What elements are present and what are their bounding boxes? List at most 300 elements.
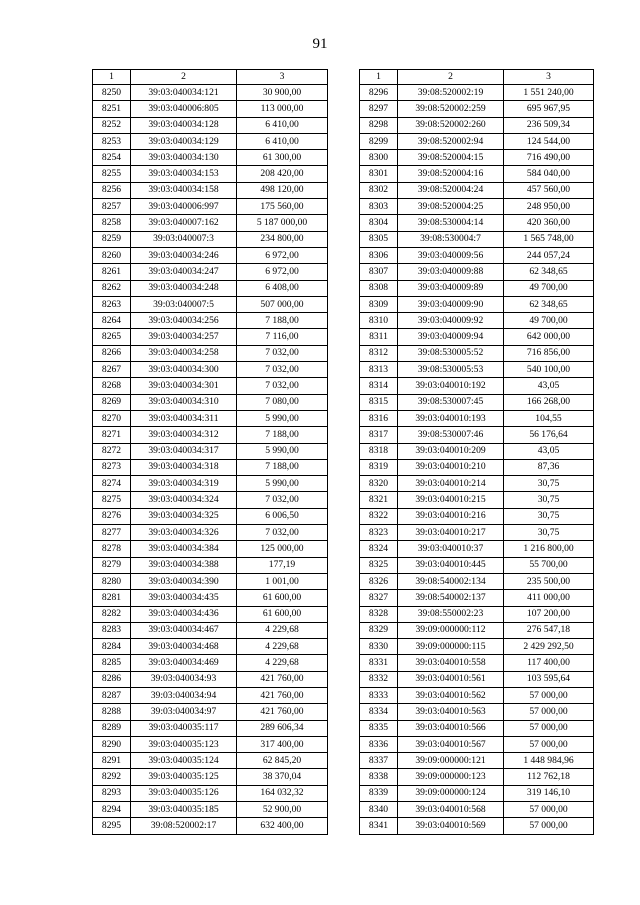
cadastral-number-cell: 39:03:040034:94 [131, 687, 237, 703]
cadastral-number-cell: 39:03:040034:318 [131, 459, 237, 475]
row-number-cell: 8338 [360, 769, 398, 785]
cadastral-number-cell: 39:03:040035:117 [131, 720, 237, 736]
table-row [93, 215, 328, 231]
table-row [93, 753, 328, 769]
table-row [360, 264, 594, 280]
cadastral-number-cell: 39:03:040034:247 [131, 264, 237, 280]
table-row [360, 117, 594, 133]
cadastral-number-cell: 39:03:040035:123 [131, 736, 237, 752]
value-cell: 632 400,00 [237, 818, 328, 834]
table-row [360, 639, 594, 655]
value-cell: 57 000,00 [504, 802, 594, 818]
table-row [93, 378, 328, 394]
table-row [93, 769, 328, 785]
value-cell: 7 032,00 [237, 378, 328, 394]
value-cell: 177,19 [237, 557, 328, 573]
row-number-cell: 8310 [360, 313, 398, 329]
value-cell: 317 400,00 [237, 736, 328, 752]
value-cell: 5 187 000,00 [237, 215, 328, 231]
table-row [360, 247, 594, 263]
table-row [360, 410, 594, 426]
cadastral-number-cell: 39:03:040034:436 [131, 606, 237, 622]
column-header-number: 1 [360, 70, 398, 85]
row-number-cell: 8250 [93, 85, 131, 101]
table-row [93, 85, 328, 101]
cadastral-number-cell: 39:03:040034:467 [131, 622, 237, 638]
row-number-cell: 8334 [360, 704, 398, 720]
cadastral-number-cell: 39:09:000000:123 [398, 769, 504, 785]
row-number-cell: 8324 [360, 541, 398, 557]
table-row [93, 655, 328, 671]
table-row [360, 557, 594, 573]
cadastral-number-cell: 39:03:040010:561 [398, 671, 504, 687]
row-number-cell: 8305 [360, 231, 398, 247]
cadastral-number-cell: 39:03:040010:562 [398, 687, 504, 703]
row-number-cell: 8321 [360, 492, 398, 508]
row-number-cell: 8335 [360, 720, 398, 736]
row-number-cell: 8315 [360, 394, 398, 410]
table-row [360, 101, 594, 117]
value-cell: 421 760,00 [237, 704, 328, 720]
cadastral-number-cell: 39:03:040034:300 [131, 362, 237, 378]
value-cell: 235 500,00 [504, 573, 594, 589]
cadastral-number-cell: 39:03:040034:130 [131, 150, 237, 166]
value-cell: 62 348,65 [504, 264, 594, 280]
cadastral-number-cell: 39:03:040034:311 [131, 410, 237, 426]
cadastral-number-cell: 39:08:540002:134 [398, 573, 504, 589]
value-cell: 234 800,00 [237, 231, 328, 247]
row-number-cell: 8267 [93, 362, 131, 378]
table-row [93, 687, 328, 703]
value-cell: 236 509,34 [504, 117, 594, 133]
value-cell: 6 410,00 [237, 133, 328, 149]
row-number-cell: 8330 [360, 639, 398, 655]
table-row [360, 655, 594, 671]
table-row [93, 182, 328, 198]
row-number-cell: 8262 [93, 280, 131, 296]
cadastral-number-cell: 39:08:530004:14 [398, 215, 504, 231]
cadastral-number-cell: 39:03:040010:192 [398, 378, 504, 394]
row-number-cell: 8277 [93, 525, 131, 541]
row-number-cell: 8331 [360, 655, 398, 671]
value-cell: 38 370,04 [237, 769, 328, 785]
table-row [360, 199, 594, 215]
cadastral-number-cell: 39:08:530005:52 [398, 345, 504, 361]
row-number-cell: 8309 [360, 296, 398, 312]
table-row [360, 802, 594, 818]
value-cell: 1 448 984,96 [504, 753, 594, 769]
column-header-value: 3 [504, 70, 594, 85]
value-cell: 7 188,00 [237, 313, 328, 329]
cadastral-number-cell: 39:08:530005:53 [398, 362, 504, 378]
row-number-cell: 8280 [93, 573, 131, 589]
cadastral-number-cell: 39:03:040010:209 [398, 443, 504, 459]
cadastral-number-cell: 39:03:040034:435 [131, 590, 237, 606]
cadastral-number-cell: 39:03:040034:153 [131, 166, 237, 182]
row-number-cell: 8292 [93, 769, 131, 785]
row-number-cell: 8336 [360, 736, 398, 752]
value-cell: 642 000,00 [504, 329, 594, 345]
value-cell: 104,55 [504, 410, 594, 426]
table-row [360, 427, 594, 443]
table-row [360, 785, 594, 801]
table-row [360, 345, 594, 361]
table-row [93, 345, 328, 361]
value-cell: 498 120,00 [237, 182, 328, 198]
cadastral-number-cell: 39:03:040034:469 [131, 655, 237, 671]
value-cell: 30,75 [504, 525, 594, 541]
table-row [93, 573, 328, 589]
cadastral-number-cell: 39:03:040009:88 [398, 264, 504, 280]
table-row [93, 525, 328, 541]
table-row [93, 133, 328, 149]
value-cell: 7 032,00 [237, 525, 328, 541]
cadastral-number-cell: 39:03:040034:128 [131, 117, 237, 133]
cadastral-number-cell: 39:03:040034:319 [131, 476, 237, 492]
row-number-cell: 8269 [93, 394, 131, 410]
table-header-row [93, 70, 328, 85]
cadastral-number-cell: 39:03:040010:217 [398, 525, 504, 541]
cadastral-number-cell: 39:03:040035:125 [131, 769, 237, 785]
table-row [93, 606, 328, 622]
value-cell: 244 057,24 [504, 247, 594, 263]
table-row [360, 590, 594, 606]
cadastral-number-cell: 39:09:000000:112 [398, 622, 504, 638]
value-cell: 584 040,00 [504, 166, 594, 182]
cadastral-number-cell: 39:03:040034:93 [131, 671, 237, 687]
value-cell: 540 100,00 [504, 362, 594, 378]
table-row [93, 818, 328, 834]
row-number-cell: 8264 [93, 313, 131, 329]
cadastral-number-cell: 39:03:040006:997 [131, 199, 237, 215]
row-number-cell: 8304 [360, 215, 398, 231]
row-number-cell: 8256 [93, 182, 131, 198]
cadastral-number-cell: 39:03:040009:92 [398, 313, 504, 329]
row-number-cell: 8288 [93, 704, 131, 720]
cadastral-number-cell: 39:08:530007:45 [398, 394, 504, 410]
cadastral-number-cell: 39:03:040009:89 [398, 280, 504, 296]
value-cell: 5 990,00 [237, 443, 328, 459]
table-row [360, 622, 594, 638]
cadastral-number-cell: 39:08:550002:23 [398, 606, 504, 622]
value-cell: 457 560,00 [504, 182, 594, 198]
cadastral-number-cell: 39:08:520004:15 [398, 150, 504, 166]
table-row [360, 476, 594, 492]
table-row [93, 541, 328, 557]
table-row [360, 492, 594, 508]
row-number-cell: 8329 [360, 622, 398, 638]
cadastral-number-cell: 39:08:520002:259 [398, 101, 504, 117]
row-number-cell: 8327 [360, 590, 398, 606]
table-row [360, 606, 594, 622]
value-cell: 49 700,00 [504, 280, 594, 296]
cadastral-number-cell: 39:03:040034:246 [131, 247, 237, 263]
table-row [360, 573, 594, 589]
cadastral-number-cell: 39:09:000000:115 [398, 639, 504, 655]
table-row [93, 443, 328, 459]
cadastral-number-cell: 39:08:520002:260 [398, 117, 504, 133]
table-row [360, 150, 594, 166]
value-cell: 57 000,00 [504, 736, 594, 752]
table-row [93, 671, 328, 687]
row-number-cell: 8340 [360, 802, 398, 818]
value-cell: 62 348,65 [504, 296, 594, 312]
table-row [93, 101, 328, 117]
row-number-cell: 8333 [360, 687, 398, 703]
cadastral-number-cell: 39:03:040010:567 [398, 736, 504, 752]
value-cell: 1 565 748,00 [504, 231, 594, 247]
value-cell: 7 032,00 [237, 345, 328, 361]
table-row [360, 329, 594, 345]
value-cell: 55 700,00 [504, 557, 594, 573]
cadastral-number-cell: 39:03:040010:563 [398, 704, 504, 720]
value-cell: 6 972,00 [237, 247, 328, 263]
row-number-cell: 8252 [93, 117, 131, 133]
row-number-cell: 8308 [360, 280, 398, 296]
column-header-cadastral: 2 [131, 70, 237, 85]
value-cell: 62 845,20 [237, 753, 328, 769]
value-cell: 208 420,00 [237, 166, 328, 182]
value-cell: 61 600,00 [237, 590, 328, 606]
row-number-cell: 8341 [360, 818, 398, 834]
table-row [360, 459, 594, 475]
table-row [360, 394, 594, 410]
row-number-cell: 8276 [93, 508, 131, 524]
value-cell: 57 000,00 [504, 720, 594, 736]
cadastral-number-cell: 39:08:530004:7 [398, 231, 504, 247]
value-cell: 107 200,00 [504, 606, 594, 622]
row-number-cell: 8322 [360, 508, 398, 524]
row-number-cell: 8319 [360, 459, 398, 475]
row-number-cell: 8332 [360, 671, 398, 687]
table-row [360, 166, 594, 182]
value-cell: 57 000,00 [504, 687, 594, 703]
value-cell: 56 176,64 [504, 427, 594, 443]
row-number-cell: 8320 [360, 476, 398, 492]
table-row [360, 362, 594, 378]
table-row [93, 199, 328, 215]
value-cell: 124 544,00 [504, 133, 594, 149]
row-number-cell: 8326 [360, 573, 398, 589]
row-number-cell: 8290 [93, 736, 131, 752]
cadastral-number-cell: 39:03:040007:3 [131, 231, 237, 247]
row-number-cell: 8314 [360, 378, 398, 394]
value-cell: 30 900,00 [237, 85, 328, 101]
value-cell: 1 216 800,00 [504, 541, 594, 557]
value-cell: 695 967,95 [504, 101, 594, 117]
value-cell: 61 300,00 [237, 150, 328, 166]
table-row [93, 785, 328, 801]
table-row [360, 378, 594, 394]
table-row [93, 410, 328, 426]
cadastral-number-cell: 39:03:040034:301 [131, 378, 237, 394]
cadastral-number-cell: 39:03:040010:37 [398, 541, 504, 557]
table-row [360, 182, 594, 198]
cadastral-number-cell: 39:03:040006:805 [131, 101, 237, 117]
table-row [360, 85, 594, 101]
row-number-cell: 8282 [93, 606, 131, 622]
value-cell: 716 856,00 [504, 345, 594, 361]
table-row [360, 296, 594, 312]
row-number-cell: 8263 [93, 296, 131, 312]
row-number-cell: 8279 [93, 557, 131, 573]
row-number-cell: 8293 [93, 785, 131, 801]
cadastral-number-cell: 39:03:040010:558 [398, 655, 504, 671]
table-row [93, 802, 328, 818]
table-row [93, 720, 328, 736]
cadastral-number-cell: 39:03:040010:569 [398, 818, 504, 834]
value-cell: 7 188,00 [237, 427, 328, 443]
table-row [360, 720, 594, 736]
value-cell: 319 146,10 [504, 785, 594, 801]
row-number-cell: 8254 [93, 150, 131, 166]
page-number: 91 [312, 36, 328, 52]
value-cell: 4 229,68 [237, 622, 328, 638]
table-row [360, 313, 594, 329]
table-row [93, 264, 328, 280]
table-row [360, 753, 594, 769]
cadastral-number-cell: 39:03:040034:97 [131, 704, 237, 720]
row-number-cell: 8297 [360, 101, 398, 117]
table-row [93, 459, 328, 475]
value-cell: 87,36 [504, 459, 594, 475]
value-cell: 30,75 [504, 508, 594, 524]
cadastral-number-cell: 39:03:040034:312 [131, 427, 237, 443]
value-cell: 7 032,00 [237, 492, 328, 508]
row-number-cell: 8303 [360, 199, 398, 215]
cadastral-number-cell: 39:08:520004:25 [398, 199, 504, 215]
table-row [93, 329, 328, 345]
row-number-cell: 8301 [360, 166, 398, 182]
value-cell: 6 410,00 [237, 117, 328, 133]
value-cell: 1 551 240,00 [504, 85, 594, 101]
table-row [360, 736, 594, 752]
value-cell: 30,75 [504, 492, 594, 508]
table-row [93, 476, 328, 492]
cadastral-number-cell: 39:08:520002:19 [398, 85, 504, 101]
row-number-cell: 8295 [93, 818, 131, 834]
value-cell: 6 972,00 [237, 264, 328, 280]
row-number-cell: 8266 [93, 345, 131, 361]
cadastral-number-cell: 39:09:000000:124 [398, 785, 504, 801]
value-cell: 5 990,00 [237, 476, 328, 492]
cadastral-number-cell: 39:03:040034:257 [131, 329, 237, 345]
row-number-cell: 8261 [93, 264, 131, 280]
row-number-cell: 8272 [93, 443, 131, 459]
table-row [93, 639, 328, 655]
value-cell: 61 600,00 [237, 606, 328, 622]
row-number-cell: 8298 [360, 117, 398, 133]
cadastral-number-cell: 39:03:040010:568 [398, 802, 504, 818]
cadastral-number-cell: 39:08:540002:137 [398, 590, 504, 606]
row-number-cell: 8275 [93, 492, 131, 508]
row-number-cell: 8260 [93, 247, 131, 263]
cadastral-number-cell: 39:03:040034:390 [131, 573, 237, 589]
table-row [360, 508, 594, 524]
value-cell: 117 400,00 [504, 655, 594, 671]
cadastral-number-cell: 39:03:040035:124 [131, 753, 237, 769]
table-row [93, 247, 328, 263]
cadastral-number-cell: 39:03:040009:94 [398, 329, 504, 345]
cadastral-number-cell: 39:03:040035:126 [131, 785, 237, 801]
value-cell: 49 700,00 [504, 313, 594, 329]
table-row [93, 427, 328, 443]
value-cell: 43,05 [504, 378, 594, 394]
row-number-cell: 8289 [93, 720, 131, 736]
value-cell: 112 762,18 [504, 769, 594, 785]
row-number-cell: 8307 [360, 264, 398, 280]
table-row [360, 704, 594, 720]
cadastral-number-cell: 39:03:040010:566 [398, 720, 504, 736]
value-cell: 7 080,00 [237, 394, 328, 410]
cadastral-number-cell: 39:03:040009:90 [398, 296, 504, 312]
value-cell: 421 760,00 [237, 671, 328, 687]
cadastral-number-cell: 39:03:040007:5 [131, 296, 237, 312]
row-number-cell: 8286 [93, 671, 131, 687]
row-number-cell: 8273 [93, 459, 131, 475]
row-number-cell: 8306 [360, 247, 398, 263]
value-cell: 175 560,00 [237, 199, 328, 215]
table-row [360, 769, 594, 785]
table-header-row [360, 70, 594, 85]
row-number-cell: 8255 [93, 166, 131, 182]
table-row [93, 704, 328, 720]
value-cell: 57 000,00 [504, 818, 594, 834]
value-cell: 276 547,18 [504, 622, 594, 638]
table-row [93, 362, 328, 378]
cadastral-number-cell: 39:03:040034:129 [131, 133, 237, 149]
cadastral-number-cell: 39:03:040034:256 [131, 313, 237, 329]
value-cell: 2 429 292,50 [504, 639, 594, 655]
row-number-cell: 8316 [360, 410, 398, 426]
cadastral-number-cell: 39:03:040034:388 [131, 557, 237, 573]
row-number-cell: 8318 [360, 443, 398, 459]
cadastral-number-cell: 39:08:520004:16 [398, 166, 504, 182]
row-number-cell: 8265 [93, 329, 131, 345]
cadastral-number-cell: 39:03:040010:215 [398, 492, 504, 508]
table-row [360, 280, 594, 296]
cadastral-number-cell: 39:03:040034:324 [131, 492, 237, 508]
row-number-cell: 8312 [360, 345, 398, 361]
column-header-number: 1 [93, 70, 131, 85]
cadastral-number-cell: 39:03:040010:216 [398, 508, 504, 524]
table-row [93, 736, 328, 752]
table-row [93, 557, 328, 573]
cadastral-number-cell: 39:08:530007:46 [398, 427, 504, 443]
row-number-cell: 8339 [360, 785, 398, 801]
cadastral-number-cell: 39:03:040010:210 [398, 459, 504, 475]
table-row [360, 231, 594, 247]
cadastral-number-cell: 39:08:520002:17 [131, 818, 237, 834]
table-row [360, 671, 594, 687]
row-number-cell: 8317 [360, 427, 398, 443]
value-cell: 289 606,34 [237, 720, 328, 736]
table-row [360, 541, 594, 557]
row-number-cell: 8311 [360, 329, 398, 345]
cadastral-number-cell: 39:03:040010:214 [398, 476, 504, 492]
table-row [360, 215, 594, 231]
value-cell: 30,75 [504, 476, 594, 492]
cadastral-number-cell: 39:03:040034:317 [131, 443, 237, 459]
value-cell: 420 360,00 [504, 215, 594, 231]
cadastral-number-cell: 39:08:520004:24 [398, 182, 504, 198]
value-cell: 164 032,32 [237, 785, 328, 801]
row-number-cell: 8257 [93, 199, 131, 215]
table-row [360, 818, 594, 834]
row-number-cell: 8284 [93, 639, 131, 655]
cadastral-number-cell: 39:03:040034:325 [131, 508, 237, 524]
value-cell: 6 006,50 [237, 508, 328, 524]
